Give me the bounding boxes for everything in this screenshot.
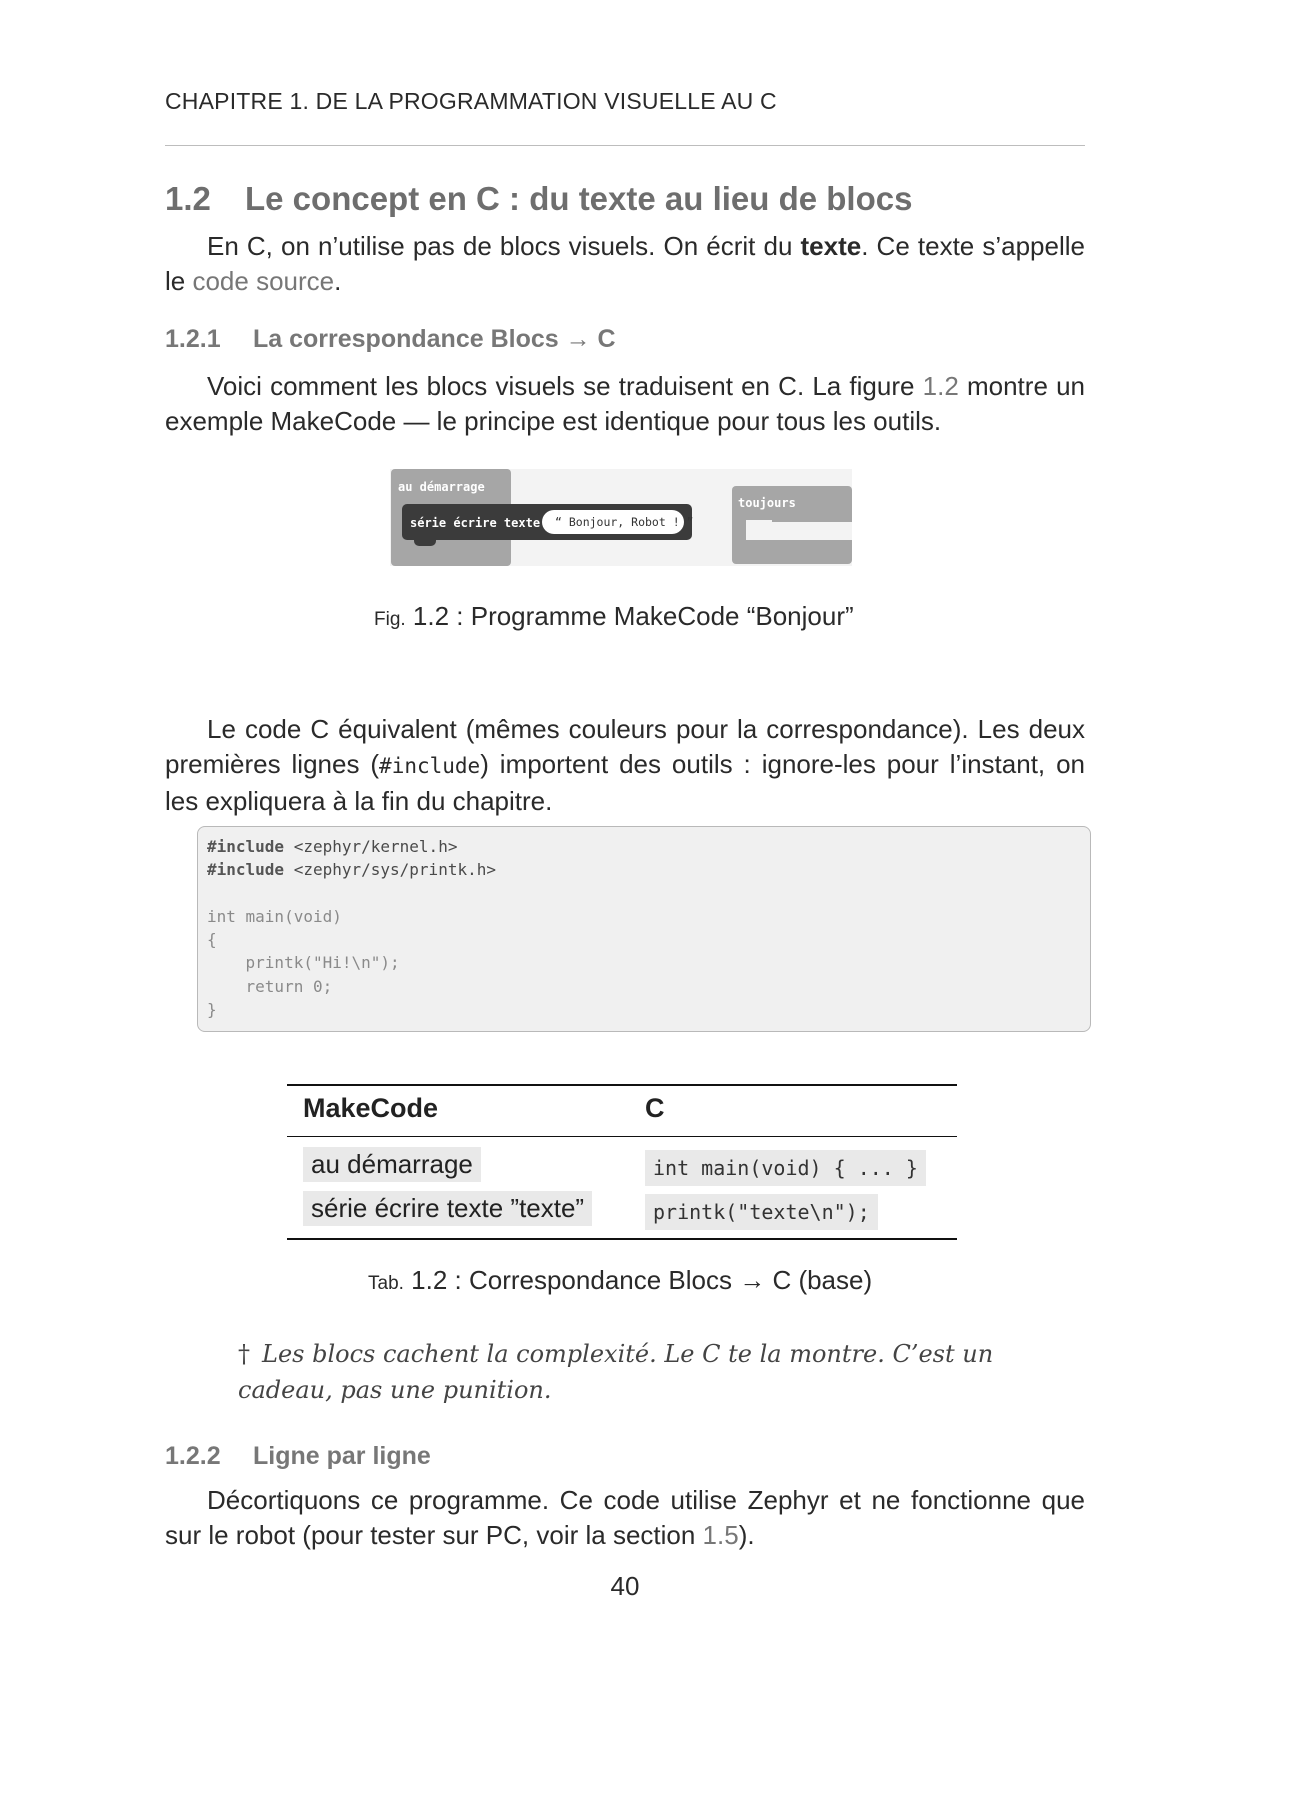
table-header-makecode: MakeCode bbox=[303, 1093, 439, 1123]
subsection-title-1: La correspondance Blocs → C bbox=[253, 325, 616, 353]
page-number: 40 bbox=[610, 1571, 640, 1601]
para2-text-1: Voici comment les blocs visuels se traduisent en C. La figure bbox=[207, 371, 923, 401]
figure-caption bbox=[374, 601, 854, 632]
code-line: } bbox=[207, 1000, 217, 1020]
forever-label: toujours bbox=[738, 496, 796, 510]
code-text: <zephyr/sys/printk.h> bbox=[284, 860, 496, 880]
serial-write-label: série écrire texte bbox=[410, 516, 541, 530]
table-mid-rule bbox=[287, 1136, 957, 1137]
code-line: { bbox=[207, 930, 217, 950]
table-cell: printk("texte\n"); bbox=[645, 1194, 878, 1230]
para4-text-2: ). bbox=[738, 1520, 755, 1550]
note-text: Les blocs cachent la complexité. Le C te la montre. C’est un cadeau, pas une punition. bbox=[238, 1340, 994, 1404]
section-number: 1.2 bbox=[165, 180, 211, 217]
serial-write-notch bbox=[414, 538, 436, 546]
table-top-rule bbox=[287, 1084, 957, 1086]
intro-text-1: En C, on n’utilise pas de blocs visuels. On écrit du bbox=[207, 231, 801, 261]
subsection-heading-2 bbox=[165, 1442, 431, 1471]
table-header-c: C bbox=[645, 1093, 665, 1123]
section-title: Le concept en C : du texte au lieu de blocs bbox=[245, 180, 913, 217]
subsection-number-2: 1.2.2 bbox=[165, 1442, 221, 1470]
line-by-line-paragraph bbox=[165, 1483, 1085, 1553]
para4-text-1: Décortiquons ce programme. Ce code utilise Zephyr et ne fonctionne que sur le robot (pour tester sur PC, voir la section bbox=[165, 1485, 1085, 1550]
table-cell: série écrire texte ”texte” bbox=[303, 1191, 592, 1226]
forever-notch bbox=[746, 520, 772, 536]
para3-text-1: Le code C équivalent (mêmes couleurs pour la correspondance). Les deux premières lignes ( bbox=[165, 714, 1085, 779]
figure-caption-prefix: Fig. bbox=[374, 609, 406, 630]
subsection-title-2: Ligne par ligne bbox=[253, 1442, 431, 1470]
code-line: return 0; bbox=[207, 976, 333, 996]
table-cell: int main(void) { ... } bbox=[645, 1150, 926, 1186]
figure-ref-link[interactable]: 1.2 bbox=[922, 371, 959, 401]
code-intro-paragraph bbox=[165, 712, 1085, 819]
table-caption bbox=[368, 1265, 872, 1296]
figure-intro-paragraph bbox=[165, 369, 1085, 439]
subsection-number-1: 1.2.1 bbox=[165, 325, 221, 353]
intro-text-2: . Ce texte s’appelle le bbox=[165, 231, 1085, 296]
intro-bold: texte bbox=[800, 231, 862, 261]
intro-term: code source bbox=[192, 266, 335, 296]
note-mark: † bbox=[238, 1340, 250, 1368]
code-line: printk("Hi!\n"); bbox=[207, 953, 400, 973]
running-head: CHAPITRE 1. DE LA PROGRAMMATION VISUELLE AU C bbox=[165, 88, 777, 114]
para3-text-2: ) importent des outils : ignore-les pour l’instant, on les expliquera à la fin du chapitre. bbox=[165, 749, 1085, 816]
intro-paragraph bbox=[165, 229, 1085, 299]
header-rule bbox=[165, 145, 1085, 146]
string-value: “ Bonjour, Robot ! ” bbox=[555, 515, 694, 529]
table-caption-text: 1.2 : Correspondance Blocs → C (base) bbox=[403, 1265, 873, 1295]
code-listing bbox=[207, 835, 496, 1021]
para2-text-2: montre un exemple MakeCode — le principe est identique pour tous les outils. bbox=[165, 371, 1085, 436]
code-line: int main(void) bbox=[207, 906, 342, 926]
figure-caption-text: 1.2 : Programme MakeCode “Bonjour” bbox=[405, 601, 854, 631]
forever-block-bottom bbox=[732, 540, 852, 564]
section-ref-link[interactable]: 1.5 bbox=[702, 1520, 739, 1550]
code-keyword: #include bbox=[207, 860, 285, 880]
margin-note bbox=[238, 1336, 998, 1408]
intro-text-3: . bbox=[334, 266, 342, 296]
code-text: <zephyr/kernel.h> bbox=[284, 837, 458, 856]
subsection-heading-1 bbox=[165, 325, 616, 354]
section-heading bbox=[165, 180, 912, 218]
table-bottom-rule bbox=[287, 1238, 957, 1240]
table-caption-prefix: Tab. bbox=[368, 1273, 404, 1294]
table-cell: au démarrage bbox=[303, 1147, 481, 1182]
para3-inline-code: #include bbox=[379, 754, 481, 778]
code-keyword: #include bbox=[207, 837, 285, 856]
on-start-label: au démarrage bbox=[398, 480, 485, 494]
